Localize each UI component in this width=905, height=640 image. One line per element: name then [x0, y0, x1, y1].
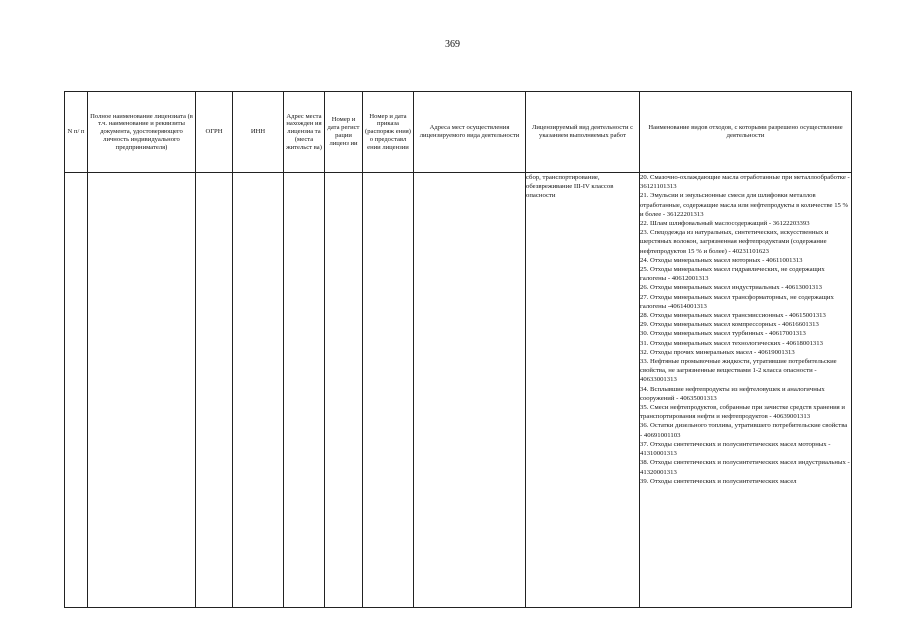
license-register-table: [64, 91, 852, 608]
waste-type-item: 26. Отходы минеральных масел индустриальных - 40613001313: [640, 284, 822, 292]
header-licensed-activity: Лицензируемый вид деятельности с указанием выполняемых работ: [526, 92, 640, 173]
header-order: Номер и дата приказа (распоряж ения) о предоставл ении лицензии: [363, 92, 414, 173]
waste-type-item: 20. Смазочно-охлаждающие масла отработанные при металлообработке - 36121101313: [640, 174, 850, 191]
header-activity-addresses: Адреса мест осуществления лицензируемого вида деятельности: [414, 92, 526, 173]
waste-type-item: 34. Всплывшие нефтепродукты из нефтеловушек и аналогичных сооружений - 40635001313: [640, 385, 825, 402]
waste-type-item: 33. Нефтяные промывочные жидкости, утратившие потребительские свойства, не загрязненные веществами 1-2 класса опасности - 40633001313: [640, 358, 837, 384]
cell-order: [363, 173, 414, 608]
header-waste-types: Наименование видов отходов, с которыми разрешено осуществление деятельности: [640, 92, 852, 173]
waste-type-item: 31. Отходы минеральных масел технологических - 40618001313: [640, 339, 823, 347]
cell-licensee-name: [88, 173, 196, 608]
cell-address: [284, 173, 325, 608]
cell-ogrn: [196, 173, 233, 608]
waste-type-item: 24. Отходы минеральных масел моторных - 40611001313: [640, 256, 803, 264]
waste-type-item: 37. Отходы синтетических и полусинтетических масел моторных - 41310001313: [640, 440, 831, 458]
table-header-row: [65, 92, 852, 173]
waste-type-item: 36. Остатки дизельного топлива, утратившего потребительские свойства - 40691001103: [640, 422, 848, 439]
waste-type-item: 28. Отходы минеральных масел трансмиссионных - 40615001313: [640, 312, 826, 320]
cell-number: [65, 173, 88, 608]
page-number: 369: [445, 39, 460, 50]
header-license-registration: Номер и дата регист рации лиценз ии: [325, 92, 363, 173]
waste-type-item: 35. Смеси нефтепродуктов, собранные при зачистке средств хранения и транспортирования нефти и нефтепродуктов - 40639001313: [640, 404, 845, 421]
waste-type-item: 29. Отходы минеральных масел компрессорных - 40616601313: [640, 321, 819, 329]
waste-type-item: 38. Отходы синтетических и полусинтетических масел индустриальных - 41320001313: [640, 459, 850, 476]
header-ogrn: ОГРН: [196, 92, 233, 173]
cell-inn: [233, 173, 284, 608]
waste-type-item: 32. Отходы прочих минеральных масел - 40619001313: [640, 348, 795, 356]
waste-type-item: 39. Отходы синтетических и полусинтетических масел: [640, 477, 797, 485]
waste-type-item: 23. Спецодежда из натуральных, синтетических, искусственных и шерстяных волокон, загрязненная нефтепродуктами (содержание нефтепродуктов 15 % и более) - 40231101623: [640, 229, 829, 255]
header-inn: ИНН: [233, 92, 284, 173]
cell-license-registration: [325, 173, 363, 608]
waste-type-item: 27. Отходы минеральных масел трансформаторных, не содержащих галогены -40614001313: [640, 293, 834, 310]
header-number: N п/ п: [65, 92, 88, 173]
header-licensee-name: Полное наименование лицензиата (в т.ч. наименование и реквизиты документа, удостоверяющего личность индивидуального предпринимателя): [88, 92, 196, 173]
cell-waste-types: [640, 173, 852, 608]
table-row: [65, 173, 852, 608]
waste-type-item: 25. Отходы минеральных масел гидравлических, не содержащих галогены - 40612001313: [640, 266, 825, 283]
cell-licensed-activity: сбор, транспортирование, обезвреживание III-IV классов опасности: [526, 173, 640, 608]
cell-activity-addresses: [414, 173, 526, 608]
header-address: Адрес места нахожден ия лицензиа та (места жительст ва): [284, 92, 325, 173]
waste-type-item: 30. Отходы минеральных масел турбинных - 40617001313: [640, 330, 806, 338]
waste-type-item: 22. Шлам шлифовальный маслосодержащий - 36122203393: [640, 220, 810, 228]
waste-type-item: 21. Эмульсии и эмульсионные смеси для шлифовки металлов отработанные, содержащие масла или нефтепродукты в количестве 15 % и более - 36122201313: [640, 192, 849, 218]
